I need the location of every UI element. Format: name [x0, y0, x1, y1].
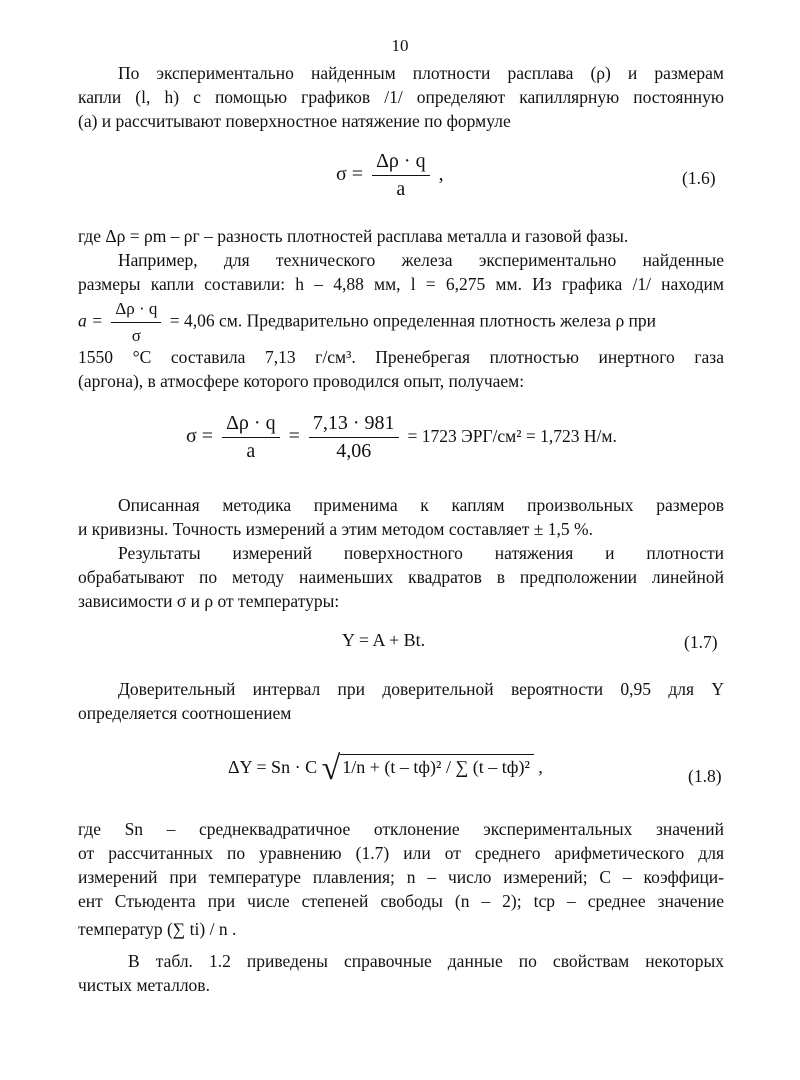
- para4-line2: обрабатывают по методу наименьших квадратов в предположении линейной: [78, 567, 724, 587]
- para2-line4: 1550 °С составила 7,13 г/см³. Пренебрегая плотностью инертного газа: [78, 347, 724, 367]
- eq18-number: (1.8): [688, 766, 722, 786]
- eq18-lhs: ΔY = Sn · C: [228, 757, 318, 778]
- para6-line5: температур (∑ ti) / n .: [78, 919, 237, 939]
- para1-line1: По экспериментально найденным плотности расплава (ρ) и размерам: [118, 63, 724, 83]
- eq17-number: (1.7): [684, 632, 718, 652]
- eq16-number: (1.6): [682, 168, 716, 188]
- para2-denominator: σ: [131, 326, 141, 345]
- para6-line3: измерений при температуре плавления; n – число измерений; С – коэффици-: [78, 867, 724, 887]
- eq18-radicand: 1/n + (t – tф)² / ∑ (t – tф)²: [340, 754, 534, 778]
- para6-line2: от рассчитанных по уравнению (1.7) или от среднего арифметического для: [78, 843, 724, 863]
- para2-numerator: Δρ · q: [111, 298, 161, 323]
- para2-line3-rest: = 4,06 см. Предварительно определенная плотность железа ρ при: [169, 310, 657, 331]
- eq16-numerator: Δρ · q: [372, 150, 430, 176]
- equation-1-6: [336, 150, 444, 201]
- para1-line3: (a) и рассчитывают поверхностное натяжение по формуле: [78, 111, 511, 131]
- calc-fraction-1: [222, 412, 280, 463]
- para5-line2: определяется соотношением: [78, 703, 292, 723]
- calc-fraction-2: [309, 412, 399, 463]
- para3-line2: и кривизны. Точность измерений a этим методом составляет ± 1,5 %.: [78, 519, 593, 539]
- eq16-fraction: [372, 150, 430, 201]
- para2-line2: размеры капли составили: h – 4,88 мм, l = 6,275 мм. Из графика /1/ находим: [78, 274, 724, 294]
- eq16-tail: ,: [438, 163, 444, 186]
- where-delta-rho: где Δρ = ρm – ρг – разность плотностей расплава металла и газовой фазы.: [78, 226, 629, 246]
- equation-1-8: [228, 750, 543, 788]
- calc-numerator-2: 7,13 · 981: [309, 412, 399, 438]
- para7-line1: В табл. 1.2 приведены справочные данные по свойствам некоторых: [128, 951, 724, 971]
- equation-calc: [186, 412, 617, 463]
- para1-line2: капли (l, h) с помощью графиков /1/ определяют капиллярную постоянную: [78, 87, 724, 107]
- para3-line1: Описанная методика применима к каплям произвольных размеров: [118, 495, 724, 515]
- para6-line1: где Sn – среднеквадратичное отклонение экспериментальных значений: [78, 819, 724, 839]
- para2-fraction: [111, 298, 161, 347]
- para2-a-lhs: a =: [78, 310, 103, 331]
- eq16-lhs: σ =: [336, 163, 364, 186]
- para4-line3: зависимости σ и ρ от температуры:: [78, 591, 340, 611]
- para5-line1: Доверительный интервал при доверительной вероятности 0,95 для Y: [118, 679, 724, 699]
- equation-1-7: Y = A + Bt.: [342, 630, 426, 650]
- para2-line1: Например, для технического железа экспериментально найденные: [118, 250, 724, 270]
- calc-lhs: σ =: [186, 425, 214, 448]
- eq18-tail: ,: [538, 757, 543, 778]
- para7-line2: чистых металлов.: [78, 975, 210, 995]
- calc-rest: = 1723 ЭРГ/см² = 1,723 Н/м.: [407, 426, 617, 447]
- para2-line3: [78, 298, 724, 345]
- calc-eq: =: [288, 425, 300, 448]
- page-number: 10: [391, 36, 409, 55]
- sqrt-sign: √: [321, 750, 341, 787]
- calc-denominator-2: 4,06: [336, 440, 372, 462]
- eq16-denominator: a: [396, 178, 406, 200]
- para2-line5: (аргона), в атмосфере которого проводился опыт, получаем:: [78, 371, 525, 391]
- para6-line4: ент Стьюдента при числе степеней свободы (n – 2); tср – среднее значение: [78, 891, 724, 911]
- calc-denominator-1: a: [246, 440, 256, 462]
- calc-numerator-1: Δρ · q: [222, 412, 280, 438]
- para4-line1: Результаты измерений поверхностного натяжения и плотности: [118, 543, 724, 563]
